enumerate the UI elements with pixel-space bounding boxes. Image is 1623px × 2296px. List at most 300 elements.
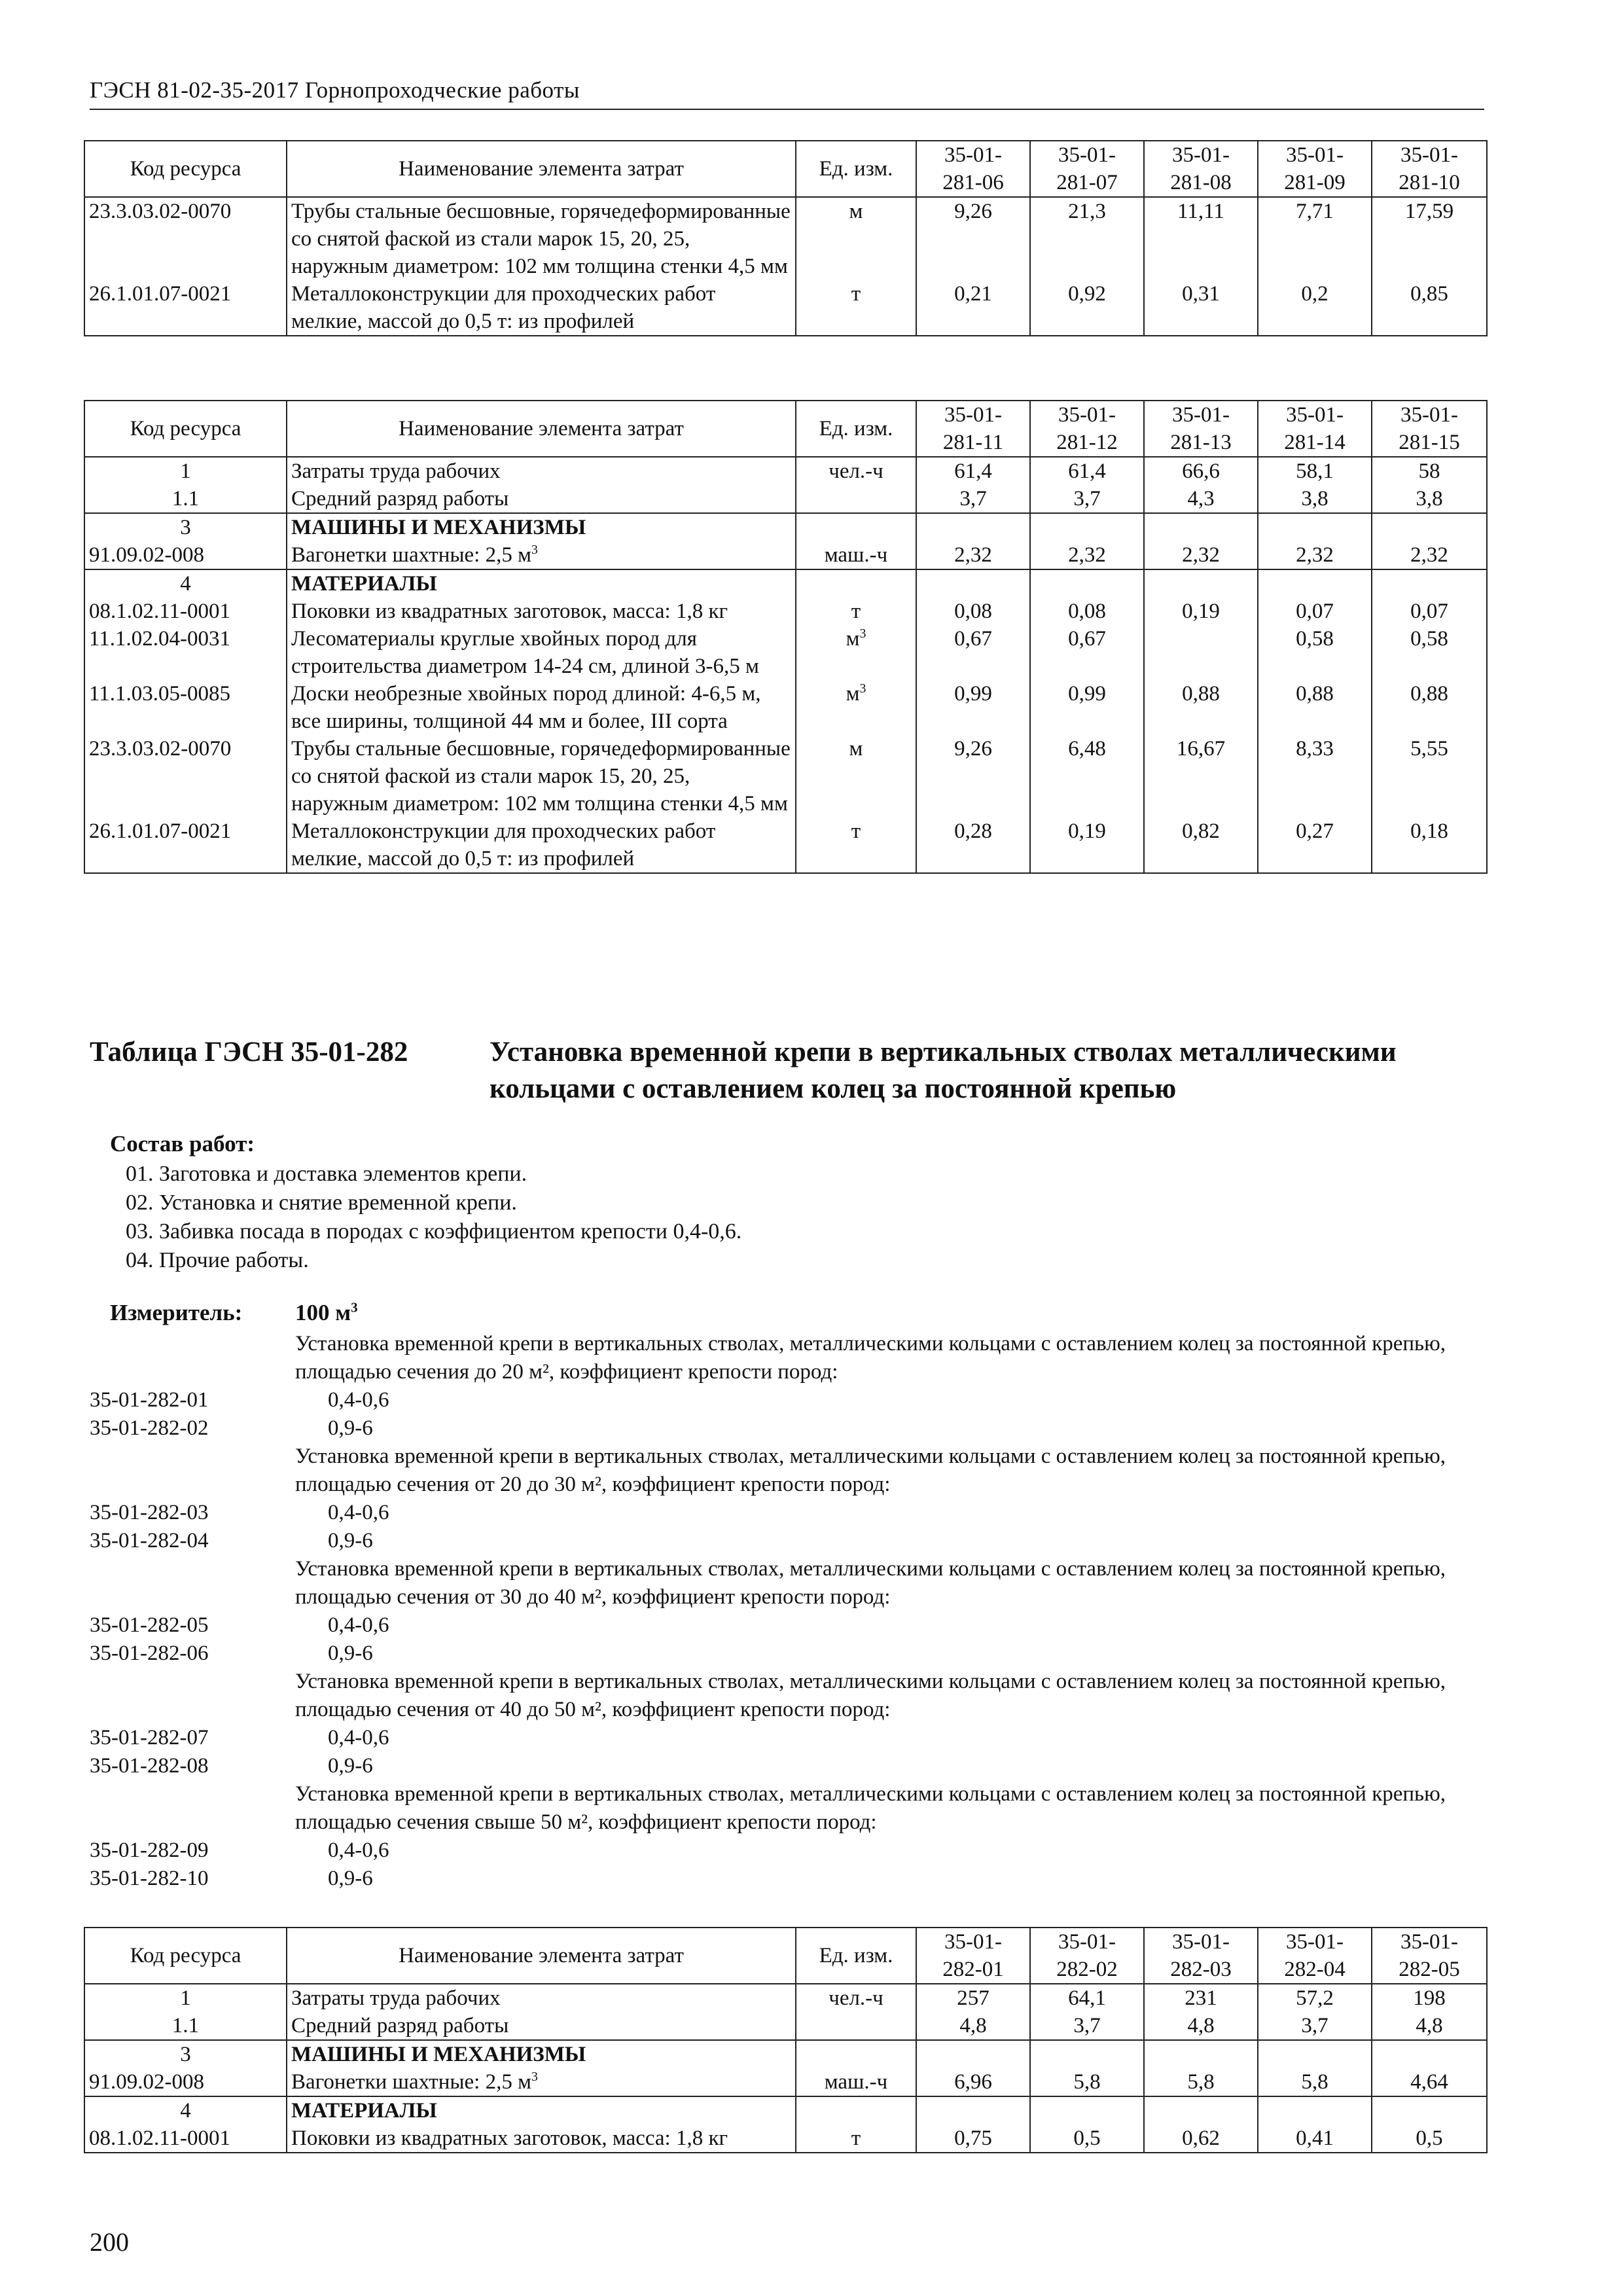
- rate-code: 35-01-282-03: [90, 1501, 209, 1524]
- rate-value: 17,59: [1372, 197, 1487, 280]
- table-row: [84, 541, 1487, 569]
- resource-name-text: МАТЕРИАЛЫ: [291, 2099, 437, 2123]
- header-row: [84, 141, 1487, 197]
- rate-code-prefix: 35-01-: [944, 143, 1002, 167]
- resource-name: [287, 2068, 796, 2096]
- header-rate-code: [1372, 141, 1487, 197]
- resource-code: 26.1.01.07-0021: [84, 280, 287, 336]
- table-row: [84, 735, 1487, 817]
- measure-code-row: [90, 1865, 1490, 1893]
- resource-name-text: МАШИНЫ И МЕХАНИЗМЫ: [291, 2043, 586, 2066]
- rate-value: 2,32: [1144, 541, 1258, 569]
- work-item: 02. Установка и снятие временной крепи.: [126, 1191, 517, 1215]
- resource-name: [287, 625, 796, 680]
- resource-unit-text: чел.-ч: [829, 1986, 883, 2010]
- header-rate-code: [1144, 141, 1258, 197]
- rate-value: 0,19: [1144, 598, 1258, 625]
- rate-code: 35-01-282-02: [90, 1416, 209, 1440]
- header-rate-code: [1030, 1928, 1144, 1984]
- rate-code-prefix: 35-01-: [1058, 1930, 1116, 1954]
- rate-value: 198: [1372, 1984, 1487, 2012]
- measure-description-text: Установка временной крепи в вертикальных стволах, металлическими кольцами с оставлением колец за постоянной крепью, площадью сечения свыше 50 м², коэффициент крепости пород:: [295, 1782, 1446, 1834]
- resource-name: [287, 197, 796, 280]
- rate-value: 64,1: [1030, 1984, 1144, 2012]
- rate-value: 4,8: [1372, 2012, 1487, 2040]
- rate-value: 0,27: [1258, 817, 1372, 873]
- rate-value: [1258, 2096, 1372, 2125]
- resource-code: 3: [84, 513, 287, 541]
- table-row: [84, 2125, 1487, 2153]
- resource-name-text: Лесоматериалы круглые хвойных пород для строительства диаметром 14-24 см, длиной 3-6,5 м: [291, 627, 759, 678]
- rate-value: 3,8: [1372, 485, 1487, 513]
- rate-value: 58: [1372, 457, 1487, 485]
- resource-unit: [796, 625, 916, 680]
- rate-value: 0,08: [1030, 598, 1144, 625]
- resource-code: 08.1.02.11-0001: [84, 2125, 287, 2153]
- header-row: [84, 401, 1487, 457]
- rate-value: 0,08: [916, 598, 1030, 625]
- rate-value: 0,5: [1030, 2125, 1144, 2153]
- rate-value: 4,8: [1144, 2012, 1258, 2040]
- rock-hardness-value: 0,4-0,6: [328, 1726, 389, 1749]
- resource-unit-text: т: [851, 2126, 861, 2150]
- rate-value: 5,8: [1144, 2068, 1258, 2096]
- unit-exponent: 3: [531, 2070, 538, 2084]
- rate-value: 0,92: [1030, 280, 1144, 336]
- resource-name-text: МАТЕРИАЛЫ: [291, 572, 437, 596]
- measure-unit: [295, 1300, 358, 1326]
- unit-exponent: 3: [859, 681, 866, 696]
- rate-value: 0,07: [1372, 598, 1487, 625]
- measure-code-row: [90, 1386, 1490, 1414]
- running-header: ГЭСН 81-02-35-2017 Горнопроходческие работы: [90, 77, 580, 103]
- rate-value: 0,99: [1030, 680, 1144, 735]
- rate-value: 8,33: [1258, 735, 1372, 817]
- resource-unit: [796, 817, 916, 873]
- rate-code-suffix: 282-05: [1399, 1958, 1460, 1981]
- resource-unit: [796, 735, 916, 817]
- rate-value: 58,1: [1258, 457, 1372, 485]
- resource-name-text: МАШИНЫ И МЕХАНИЗМЫ: [291, 516, 586, 539]
- rate-value: 0,88: [1144, 680, 1258, 735]
- resource-table-281-part-b: [84, 400, 1488, 874]
- resource-name: [287, 2012, 796, 2040]
- rate-code-prefix: 35-01-: [944, 403, 1002, 427]
- rock-hardness-value: 0,9-6: [328, 1416, 373, 1440]
- rate-code-suffix: 281-12: [1056, 431, 1118, 454]
- rate-value: [1030, 2040, 1144, 2068]
- resource-name-text: Металлоконструкции для проходческих работ мелкие, массой до 0,5 т: из профилей: [291, 819, 716, 870]
- rate-code-suffix: 281-13: [1170, 431, 1232, 454]
- rate-value: 0,62: [1144, 2125, 1258, 2153]
- rate-value: [1144, 625, 1258, 680]
- header-rate-code: [1258, 141, 1372, 197]
- resource-name-text: Средний разряд работы: [291, 487, 509, 511]
- rate-value: [916, 2096, 1030, 2125]
- table-row: [84, 513, 1487, 541]
- header-rate-code: [1372, 1928, 1487, 1984]
- resource-code: 1.1: [84, 485, 287, 513]
- resource-name: [287, 457, 796, 485]
- header-rate-code: [1030, 141, 1144, 197]
- rate-value: 3,7: [916, 485, 1030, 513]
- resource-unit: [796, 2068, 916, 2096]
- table-row: [84, 569, 1487, 598]
- resource-name: [287, 680, 796, 735]
- rate-value: 5,8: [1030, 2068, 1144, 2096]
- rate-value: 0,85: [1372, 280, 1487, 336]
- page-number: 200: [90, 2227, 129, 2257]
- rate-value: 0,75: [916, 2125, 1030, 2153]
- header-rate-code: [916, 141, 1030, 197]
- rate-code-suffix: 281-08: [1170, 171, 1232, 194]
- rate-value: [916, 513, 1030, 541]
- rate-value: [1258, 569, 1372, 598]
- table-title: Таблица ГЭСН 35-01-282: [90, 1037, 408, 1067]
- header-unit: Ед. изм.: [796, 401, 916, 457]
- rate-value: 0,21: [916, 280, 1030, 336]
- table-row: [84, 598, 1487, 625]
- rate-code-suffix: 282-04: [1284, 1958, 1346, 1981]
- rock-hardness-value: 0,9-6: [328, 1641, 373, 1665]
- measure-unit-value: 100 м: [295, 1300, 351, 1325]
- resource-name-text: Затраты труда рабочих: [291, 1986, 501, 2010]
- unit-exponent: 3: [859, 626, 866, 641]
- resource-unit: [796, 513, 916, 541]
- rate-code: [90, 1668, 295, 1724]
- rate-value: [1144, 569, 1258, 598]
- resource-name-text: Средний разряд работы: [291, 2014, 509, 2037]
- measure-description: [90, 1668, 1490, 1724]
- rate-value: 0,07: [1258, 598, 1372, 625]
- header-name: Наименование элемента затрат: [287, 141, 796, 197]
- rate-code-prefix: 35-01-: [1400, 143, 1458, 167]
- rock-hardness-value: 0,4-0,6: [328, 1613, 389, 1637]
- work-item: 01. Заготовка и доставка элементов крепи.: [126, 1162, 527, 1186]
- rate-code-prefix: 35-01-: [1172, 403, 1230, 427]
- rate-code: 35-01-282-09: [90, 1839, 209, 1862]
- measure-description: [90, 1555, 1490, 1611]
- resource-unit-text: т: [851, 600, 861, 623]
- table-row: [84, 485, 1487, 513]
- header-rule: [90, 109, 1484, 110]
- resource-code: 91.09.02-008: [84, 2068, 287, 2096]
- rate-value: 61,4: [916, 457, 1030, 485]
- rate-value: 3,8: [1258, 485, 1372, 513]
- table-row: [84, 680, 1487, 735]
- work-item: 04. Прочие работы.: [126, 1248, 309, 1272]
- rate-code: 35-01-282-06: [90, 1641, 209, 1665]
- rate-code-suffix: 281-14: [1284, 431, 1346, 454]
- resource-name-text: Вагонетки шахтные: 2,5 м: [291, 2070, 531, 2094]
- header-code: Код ресурса: [84, 1928, 287, 1984]
- rate-value: 5,8: [1258, 2068, 1372, 2096]
- rate-code-prefix: 35-01-: [1172, 143, 1230, 167]
- rate-value: [1372, 569, 1487, 598]
- table-row: [84, 2068, 1487, 2096]
- rate-value: 0,31: [1144, 280, 1258, 336]
- resource-name: [287, 513, 796, 541]
- rate-value: 5,55: [1372, 735, 1487, 817]
- resource-code: 4: [84, 2096, 287, 2125]
- resource-unit: [796, 569, 916, 598]
- header-code: Код ресурса: [84, 401, 287, 457]
- resource-name: [287, 817, 796, 873]
- rate-value: 3,7: [1258, 2012, 1372, 2040]
- rate-code: 35-01-282-07: [90, 1726, 209, 1749]
- rate-value: [1144, 2096, 1258, 2125]
- table-row: [84, 2096, 1487, 2125]
- rate-value: [1030, 513, 1144, 541]
- rate-value: [1030, 2096, 1144, 2125]
- resource-code: 11.1.02.04-0031: [84, 625, 287, 680]
- resource-code: 23.3.03.02-0070: [84, 197, 287, 280]
- table-row: [84, 280, 1487, 336]
- resource-unit: [796, 680, 916, 735]
- resource-unit-text: маш.-ч: [824, 543, 888, 567]
- works-list: [126, 1160, 741, 1275]
- measure-description: [90, 1443, 1490, 1499]
- resource-unit: [796, 541, 916, 569]
- work-item: 03. Забивка посада в породах с коэффициентом крепости 0,4-0,6.: [126, 1219, 742, 1244]
- rate-code-prefix: 35-01-: [1286, 1930, 1344, 1954]
- resource-unit: [796, 2040, 916, 2068]
- table-row: [84, 197, 1487, 280]
- rate-code: [90, 1780, 295, 1837]
- resource-name-text: Металлоконструкции для проходческих работ мелкие, массой до 0,5 т: из профилей: [291, 282, 716, 333]
- rate-value: 0,2: [1258, 280, 1372, 336]
- rate-value: [916, 2040, 1030, 2068]
- resource-unit: [796, 2125, 916, 2153]
- table-row: [84, 2040, 1487, 2068]
- resource-name-text: Трубы стальные бесшовные, горячедеформированные со снятой фаской из стали марок 15, 20, 25, наружным диаметром: 102 мм толщина стенки 4,5 мм: [291, 200, 791, 278]
- rate-value: 0,88: [1258, 680, 1372, 735]
- header-rate-code: [1372, 401, 1487, 457]
- resource-name-text: Поковки из квадратных заготовок, масса: 1,8 кг: [291, 2126, 728, 2150]
- resource-code: 26.1.01.07-0021: [84, 817, 287, 873]
- resource-unit: [796, 197, 916, 280]
- rate-value: 2,32: [1258, 541, 1372, 569]
- resource-unit-text: м: [846, 627, 860, 651]
- rate-code: [90, 1555, 295, 1611]
- rate-code-prefix: 35-01-: [1400, 1930, 1458, 1954]
- resource-name-text: Поковки из квадратных заготовок, масса: 1,8 кг: [291, 600, 728, 623]
- resource-unit-text: маш.-ч: [824, 2070, 888, 2094]
- resource-unit-text: чел.-ч: [829, 459, 883, 483]
- rate-value: 61,4: [1030, 457, 1144, 485]
- header-name: Наименование элемента затрат: [287, 401, 796, 457]
- rate-value: [1372, 513, 1487, 541]
- resource-name: [287, 598, 796, 625]
- rate-code: [90, 1443, 295, 1499]
- rate-value: [1372, 2040, 1487, 2068]
- resource-name: [287, 735, 796, 817]
- resource-name-text: Вагонетки шахтные: 2,5 м: [291, 543, 531, 567]
- rate-code-suffix: 281-15: [1399, 431, 1460, 454]
- resource-code: 1: [84, 457, 287, 485]
- rate-code: 35-01-282-05: [90, 1613, 209, 1637]
- rate-code-prefix: 35-01-: [1058, 403, 1116, 427]
- rate-value: [1144, 2040, 1258, 2068]
- resource-unit: [796, 2096, 916, 2125]
- rate-value: 57,2: [1258, 1984, 1372, 2012]
- rate-code-prefix: 35-01-: [1286, 143, 1344, 167]
- rate-code-prefix: 35-01-: [1172, 1930, 1230, 1954]
- rate-value: 0,41: [1258, 2125, 1372, 2153]
- header-rate-code: [1030, 401, 1144, 457]
- table-caption: Установка временной крепи в вертикальных стволах металлическими кольцами с оставлением колец за постоянной крепью: [490, 1037, 1397, 1104]
- rate-code-prefix: 35-01-: [944, 1930, 1002, 1954]
- rate-value: 4,3: [1144, 485, 1258, 513]
- rate-value: 0,67: [916, 625, 1030, 680]
- measure-description-text: Установка временной крепи в вертикальных стволах, металлическими кольцами с оставлением колец за постоянной крепью, площадью сечения до 20 м², коэффициент крепости пород:: [295, 1332, 1446, 1384]
- measure-code-row: [90, 1640, 1490, 1668]
- resource-code: 1: [84, 1984, 287, 2012]
- rock-hardness-value: 0,9-6: [328, 1529, 373, 1552]
- rate-value: [1258, 2040, 1372, 2068]
- table-row: [84, 625, 1487, 680]
- resource-code: 4: [84, 569, 287, 598]
- header-rate-code: [1144, 1928, 1258, 1984]
- rate-code-prefix: 35-01-: [1286, 403, 1344, 427]
- rate-value: 7,71: [1258, 197, 1372, 280]
- rate-value: 6,48: [1030, 735, 1144, 817]
- rate-value: 9,26: [916, 735, 1030, 817]
- measure-code-row: [90, 1611, 1490, 1640]
- measure-unit-exponent: 3: [351, 1299, 358, 1316]
- rate-value: 4,64: [1372, 2068, 1487, 2096]
- rate-code-suffix: 282-02: [1056, 1958, 1118, 1981]
- measure-code-row: [90, 1752, 1490, 1780]
- rate-value: [1258, 513, 1372, 541]
- rock-hardness-value: 0,9-6: [328, 1867, 373, 1890]
- resource-unit-text: м: [846, 682, 860, 706]
- rate-value: 3,7: [1030, 485, 1144, 513]
- rate-code-suffix: 282-01: [942, 1958, 1004, 1981]
- measure-description-text: Установка временной крепи в вертикальных стволах, металлическими кольцами с оставлением колец за постоянной крепью, площадью сечения от 20 до 30 м², коэффициент крепости пород:: [295, 1444, 1446, 1496]
- resource-unit-text: т: [851, 819, 861, 843]
- rate-code-suffix: 281-10: [1399, 171, 1460, 194]
- rate-code-suffix: 282-03: [1170, 1958, 1232, 1981]
- rate-code-suffix: 281-06: [942, 171, 1004, 194]
- header-rate-code: [1144, 401, 1258, 457]
- resource-unit-text: м: [849, 200, 863, 223]
- rate-code-prefix: 35-01-: [1400, 403, 1458, 427]
- rate-value: 0,58: [1258, 625, 1372, 680]
- resource-name-text: Затраты труда рабочих: [291, 459, 501, 483]
- table-row: [84, 2012, 1487, 2040]
- rate-value: 66,6: [1144, 457, 1258, 485]
- header-row: [84, 1928, 1487, 1984]
- rate-value: 0,82: [1144, 817, 1258, 873]
- resource-name: [287, 2040, 796, 2068]
- resource-unit-text: т: [851, 282, 861, 306]
- rock-hardness-value: 0,4-0,6: [328, 1839, 389, 1862]
- rate-value: 2,32: [1372, 541, 1487, 569]
- table-row: [84, 1984, 1487, 2012]
- rate-value: [1144, 513, 1258, 541]
- resource-name: [287, 569, 796, 598]
- rate-value: 0,18: [1372, 817, 1487, 873]
- table-row: [84, 457, 1487, 485]
- unit-exponent: 3: [531, 543, 538, 557]
- table-row: [84, 817, 1487, 873]
- rate-value: 0,58: [1372, 625, 1487, 680]
- measure-description: [90, 1780, 1490, 1837]
- rate-value: 2,32: [1030, 541, 1144, 569]
- rate-value: 0,88: [1372, 680, 1487, 735]
- measure-code-row: [90, 1527, 1490, 1555]
- rate-code: 35-01-282-10: [90, 1867, 209, 1890]
- measure-description-text: Установка временной крепи в вертикальных стволах, металлическими кольцами с оставлением колец за постоянной крепью, площадью сечения от 30 до 40 м², коэффициент крепости пород:: [295, 1557, 1446, 1609]
- measure-code-row: [90, 1414, 1490, 1443]
- works-heading: Состав работ:: [110, 1131, 255, 1157]
- resource-name: [287, 280, 796, 336]
- rate-code: 35-01-282-01: [90, 1388, 209, 1412]
- rate-value: 4,8: [916, 2012, 1030, 2040]
- resource-code: 08.1.02.11-0001: [84, 598, 287, 625]
- header-unit: Ед. изм.: [796, 141, 916, 197]
- resource-unit: [796, 598, 916, 625]
- header-unit: Ед. изм.: [796, 1928, 916, 1984]
- resource-name: [287, 2125, 796, 2153]
- resource-unit: [796, 457, 916, 485]
- rate-code: 35-01-282-04: [90, 1529, 209, 1552]
- rate-code: 35-01-282-08: [90, 1754, 209, 1778]
- rate-value: 6,96: [916, 2068, 1030, 2096]
- resource-name-text: Доски необрезные хвойных пород длиной: 4-6,5 м, все ширины, толщиной 44 мм и более, III сорта: [291, 682, 761, 733]
- resource-name: [287, 485, 796, 513]
- resource-unit: [796, 485, 916, 513]
- resource-name: [287, 541, 796, 569]
- resource-name: [287, 1984, 796, 2012]
- rate-value: 0,67: [1030, 625, 1144, 680]
- measure-description: [90, 1330, 1490, 1386]
- resource-unit: [796, 280, 916, 336]
- rate-value: [1372, 2096, 1487, 2125]
- measure-list: [90, 1330, 1490, 1893]
- rate-value: [916, 569, 1030, 598]
- rate-value: 21,3: [1030, 197, 1144, 280]
- header-name: Наименование элемента затрат: [287, 1928, 796, 1984]
- rate-value: 0,99: [916, 680, 1030, 735]
- header-rate-code: [1258, 401, 1372, 457]
- resource-unit: [796, 2012, 916, 2040]
- rate-code: [90, 1330, 295, 1386]
- header-rate-code: [1258, 1928, 1372, 1984]
- rate-value: 231: [1144, 1984, 1258, 2012]
- rate-code-prefix: 35-01-: [1058, 143, 1116, 167]
- resource-unit: [796, 1984, 916, 2012]
- rate-value: 257: [916, 1984, 1030, 2012]
- resource-table-282: [84, 1927, 1488, 2153]
- rate-value: 0,28: [916, 817, 1030, 873]
- rate-value: 3,7: [1030, 2012, 1144, 2040]
- rate-value: 0,19: [1030, 817, 1144, 873]
- rate-value: 2,32: [916, 541, 1030, 569]
- rate-code-suffix: 281-11: [942, 431, 1004, 454]
- resource-name: [287, 2096, 796, 2125]
- measure-description-text: Установка временной крепи в вертикальных стволах, металлическими кольцами с оставлением колец за постоянной крепью, площадью сечения от 40 до 50 м², коэффициент крепости пород:: [295, 1670, 1446, 1721]
- resource-name-text: Трубы стальные бесшовные, горячедеформированные со снятой фаской из стали марок 15, 20, 25, наружным диаметром: 102 мм толщина стенки 4,5 мм: [291, 737, 791, 816]
- resource-code: 1.1: [84, 2012, 287, 2040]
- rock-hardness-value: 0,4-0,6: [328, 1501, 389, 1524]
- rate-value: 0,5: [1372, 2125, 1487, 2153]
- resource-code: 91.09.02-008: [84, 541, 287, 569]
- resource-code: 23.3.03.02-0070: [84, 735, 287, 817]
- rate-code-suffix: 281-09: [1284, 171, 1346, 194]
- rate-code-suffix: 281-07: [1056, 171, 1118, 194]
